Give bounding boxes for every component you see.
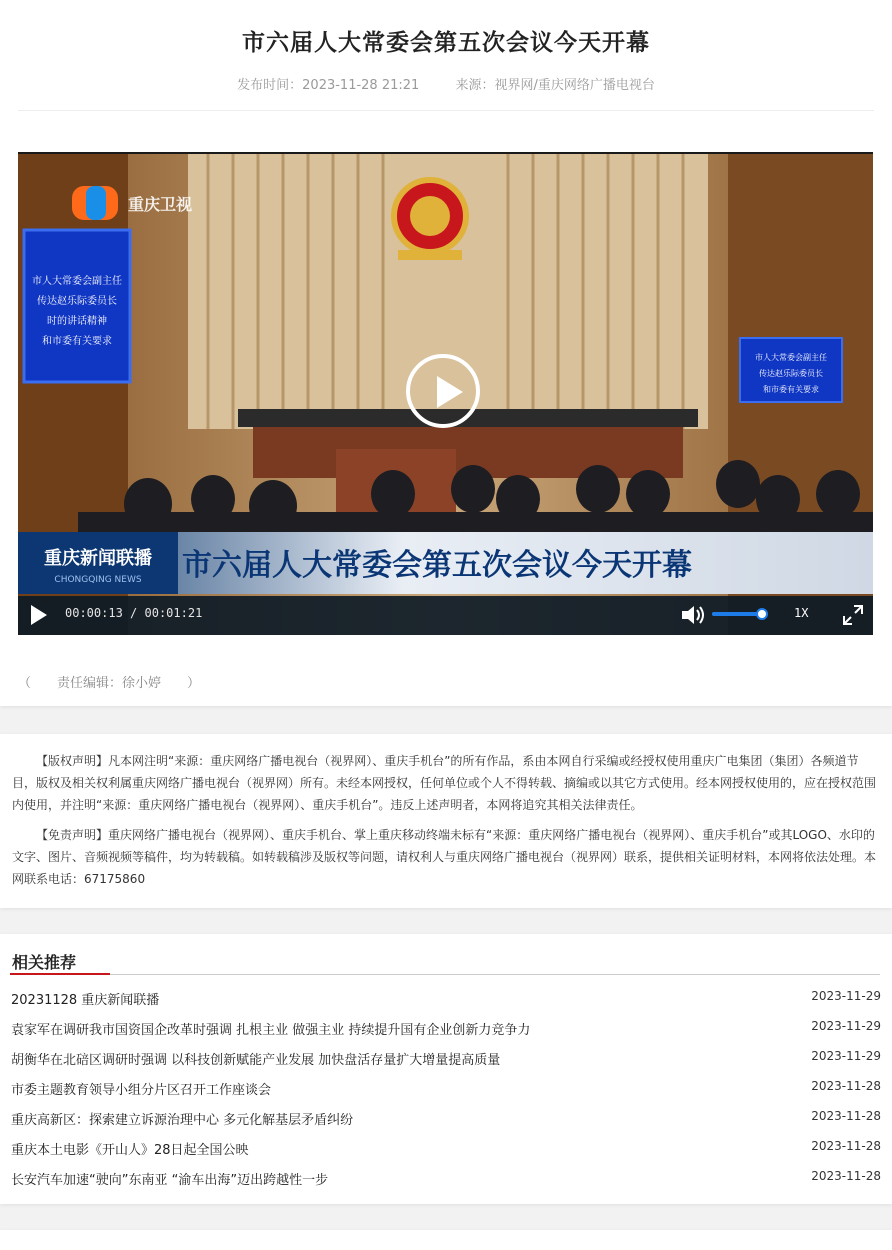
related-item[interactable]	[11, 1049, 881, 1071]
related-item-title[interactable]: 重庆本土电影《开山人》28日起全国公映	[11, 1143, 249, 1158]
program-name-en: CHONGQING NEWS	[54, 575, 142, 585]
related-divider-accent	[10, 973, 110, 975]
fullscreen-icon	[842, 604, 864, 626]
volume-icon	[680, 603, 706, 627]
time-separator: /	[130, 606, 138, 620]
related-item-date: 2023-11-28	[811, 1139, 881, 1153]
related-item[interactable]	[11, 1079, 881, 1101]
related-heading: 相关推荐	[12, 953, 77, 972]
related-item[interactable]	[11, 1169, 881, 1191]
article-source: 来源：视界网/重庆网络广播电视台	[455, 78, 655, 93]
screen-right	[740, 338, 842, 402]
related-item-title[interactable]: 重庆高新区：探索建立诉源治理中心 多元化解基层矛盾纠纷	[11, 1113, 354, 1128]
related-divider	[10, 974, 880, 975]
play-icon	[31, 605, 47, 625]
related-item[interactable]	[11, 989, 881, 1011]
program-name: 重庆新闻联播	[44, 548, 152, 569]
duration: 00:01:21	[144, 606, 203, 620]
play-button[interactable]	[30, 604, 50, 626]
editor-line: （ 责任编辑：徐小婷 ）	[18, 676, 201, 691]
volume-fill	[712, 612, 762, 616]
svg-text:和市委有关要求: 和市委有关要求	[42, 336, 112, 347]
article-meta	[0, 74, 892, 93]
svg-text:传达赵乐际委员长: 传达赵乐际委员长	[37, 296, 117, 307]
play-icon	[437, 376, 463, 408]
related-item-date: 2023-11-28	[811, 1079, 881, 1093]
video-player[interactable]	[18, 152, 873, 635]
volume-slider[interactable]	[712, 612, 768, 616]
volume-button[interactable]	[680, 603, 706, 627]
screen-left	[24, 230, 130, 382]
related-item-title[interactable]: 袁家军在调研我市国资国企改革时强调 扎根主业 做强主业 持续提升国有企业创新力竞争力	[11, 1023, 531, 1038]
svg-text:重庆卫视: 重庆卫视	[128, 195, 193, 214]
video-caption: 市六届人大常委会第五次会议今天开幕	[182, 548, 692, 583]
fullscreen-button[interactable]	[842, 604, 864, 626]
speed-button[interactable]: 1X	[794, 606, 809, 620]
related-item-date: 2023-11-29	[811, 1019, 881, 1033]
related-item[interactable]	[11, 1109, 881, 1131]
play-overlay-button[interactable]	[406, 354, 480, 428]
title-divider	[18, 110, 874, 111]
related-item[interactable]	[11, 1019, 881, 1041]
next-card	[0, 1230, 892, 1250]
related-item-title[interactable]: 市委主题教育领导小组分片区召开工作座谈会	[11, 1083, 272, 1098]
copyright-notice: 【版权声明】凡本网注明“来源：重庆网络广播电视台（视界网）、重庆手机台”的所有作品，系由本网自行采编或经授权使用重庆广电集团（集团）各频道节目，版权及相关权利属重庆网络广播电视台（视界网）所有。未经本网授权，任何单位或个人不得转载、摘编或以其它方式使用。经本网授权使用的，应在授权范围内使用，并注明“来源：重庆网络广播电视台（视界网）、重庆手机台”。违反上述声明者，本网将追究其相关法律责任。	[12, 754, 877, 812]
svg-text:市人大常委会副主任: 市人大常委会副主任	[32, 276, 122, 287]
related-item-date: 2023-11-28	[811, 1109, 881, 1123]
related-item-title[interactable]: 胡衡华在北碚区调研时强调 以科技创新赋能产业发展 加快盘活存量扩大增量提高质量	[11, 1053, 501, 1068]
svg-text:时的讲话精神: 时的讲话精神	[47, 316, 107, 327]
page-title: 市六届人大常委会第五次会议今天开幕	[242, 29, 650, 56]
time-display	[65, 606, 202, 620]
notice-card	[0, 734, 892, 908]
publish-time: 发布时间：2023-11-28 21:21	[237, 78, 420, 93]
disclaimer-notice: 【免责声明】重庆网络广播电视台（视界网）、重庆手机台、掌上重庆移动终端未标有“来源：重庆网络广播电视台（视界网）、重庆手机台”或其LOGO、水印的文字、图片、音频视频等稿件，均为转载稿。如转载稿涉及版权等问题，请权利人与重庆网络广播电视台（视界网）联系，提供相关证明材料，本网将依法处理。本网联系电话：67175860	[12, 828, 877, 886]
svg-text:和市委有关要求: 和市委有关要求	[763, 385, 819, 394]
svg-text:市人大常委会副主任: 市人大常委会副主任	[755, 353, 827, 362]
related-item-date: 2023-11-28	[811, 1169, 881, 1183]
related-item-date: 2023-11-29	[811, 1049, 881, 1063]
related-item-title[interactable]: 20231128 重庆新闻联播	[11, 993, 160, 1008]
svg-text:传达赵乐际委员长: 传达赵乐际委员长	[759, 369, 823, 378]
related-item-title[interactable]: 长安汽车加速“驶向”东南亚 “渝车出海”迈出跨越性一步	[11, 1173, 329, 1188]
related-item[interactable]	[11, 1139, 881, 1161]
related-item-date: 2023-11-29	[811, 989, 881, 1003]
current-time: 00:00:13	[65, 606, 123, 620]
